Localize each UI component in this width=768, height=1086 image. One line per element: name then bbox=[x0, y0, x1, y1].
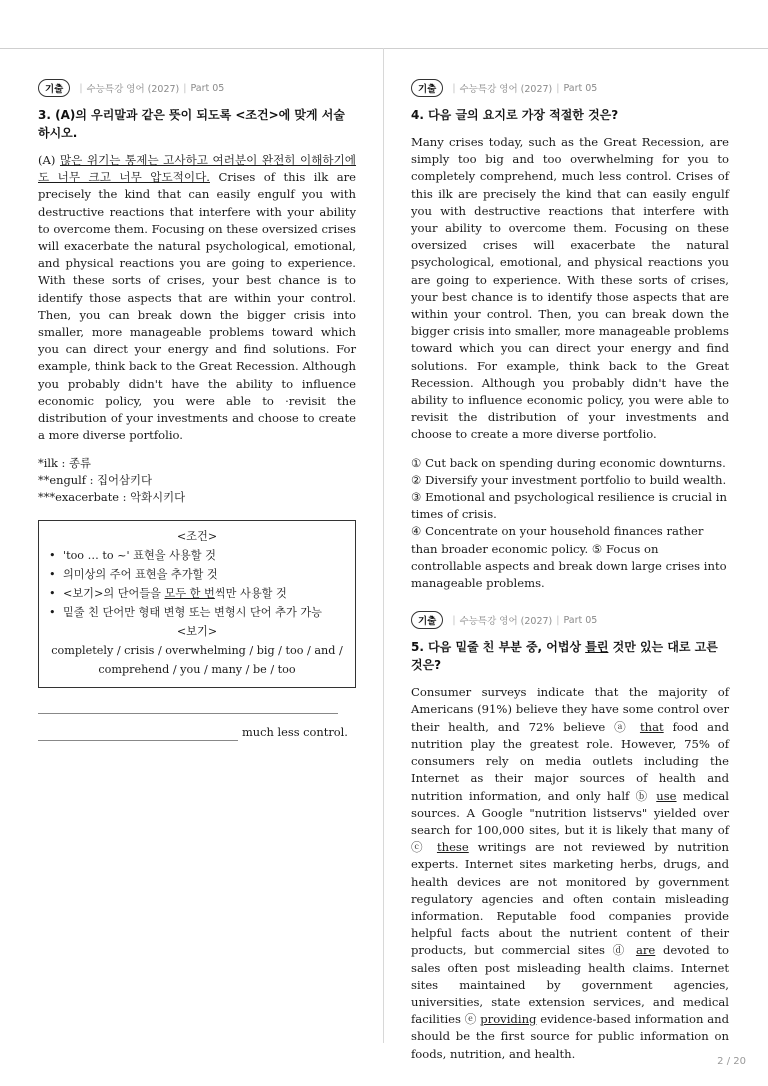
q3-passage-label: (A) bbox=[38, 153, 56, 167]
exam-badge: 기출 bbox=[411, 611, 443, 629]
option-item[interactable]: ① Cut back on spending during economic downturns. bbox=[411, 455, 726, 470]
q4-title: 4. 다음 글의 요지로 가장 적절한 것은? bbox=[411, 108, 619, 122]
wordbank-title: <보기> bbox=[176, 625, 218, 639]
q3-korean-underlined: 많은 위기는 통제는 고사하고 여러분이 완전히 이해하기에도 너무 크고 너무 압도적이다. bbox=[38, 153, 357, 185]
part-label: Part 05 bbox=[190, 82, 225, 94]
answer-tail: much less control. bbox=[242, 725, 348, 740]
q4-passage: Many crises today, such as the Great Recession, are simply too big and too overwhelming for you to completely comprehend, much less control. Crises of this ilk are precisely the kind that can easily engulf you with destructive reactions that interfere with your ability to overcome them. Focusing on these oversized crises will exacerbate the natural psychological, emotional, and physical reactions you are going to experience. With these sorts of crises, your best chance is to identify those aspects that are within your control. Then, you can break down the bigger crisis into smaller, more manageable problems toward which you can direct your energy and find solutions. For example, think back to the Great Recession. Although you probably didn't have the ability to influence economic policy, you were able to revisit the distribution of your investments and choose to create a more diverse portfolio. bbox=[411, 135, 729, 442]
underlined-a: that bbox=[639, 719, 664, 734]
right-column bbox=[411, 78, 729, 1063]
question-header: 기출 | 수능특강 영어 (2027) | Part 05 bbox=[411, 78, 729, 98]
question-header: 기출 | 수능특강 영어 (2027) | Part 05 bbox=[411, 610, 729, 630]
source-label: 수능특강 영어 (2027) bbox=[459, 616, 553, 628]
condition-item: • 의미상의 주어 표현을 추가할 것 bbox=[49, 565, 345, 584]
option-item[interactable]: ③ Emotional and psychological resilience is crucial in times of crisis. bbox=[411, 490, 727, 522]
question-header: 기출 | 수능특강 영어 (2027) | Part 05 bbox=[38, 78, 356, 98]
page-number: 2 / 20 bbox=[717, 1056, 746, 1067]
q3-footnotes bbox=[38, 455, 356, 506]
column-divider bbox=[383, 48, 384, 1043]
q4-options bbox=[411, 455, 729, 593]
left-column bbox=[38, 78, 356, 741]
q3-title: 3. (A)의 우리말과 같은 뜻이 되도록 <조건>에 맞게 서술하시오. bbox=[38, 108, 345, 140]
condition-item: • 밑줄 친 단어만 형태 변형 또는 변형시 단어 추가 가능 bbox=[49, 603, 345, 622]
underlined-c: these bbox=[436, 840, 469, 855]
exam-badge: 기출 bbox=[38, 79, 70, 97]
q3-passage bbox=[38, 152, 356, 444]
underlined-d: are bbox=[635, 943, 656, 958]
conditions-box bbox=[38, 520, 356, 688]
underlined-b: use bbox=[656, 788, 677, 803]
answer-line[interactable] bbox=[38, 728, 238, 741]
q5-passage: Consumer surveys indicate that the majority of Americans (91%) believe they have some control over their health, and 72% believe ⓐ that food and nutrition play the greatest role. However, 75% of consumers rely on media outlets including the Internet as their major sources of health and nutrition information, and only half ⓑ use medical sources. A Google "nutrition listservs" yielded over search for 100,000 sites, but it is likely that many of ⓒ these writings are not reviewed by nutrition experts. Internet sites marketing herbs, drugs, and health devices are not monitored by government regulatory agencies and often contain misleading information. Reputable food companies provide helpful facts about the nutrient content of their products, but commercial sites ⓓ are devoted to sales often post misleading health claims. Internet sites maintained by government agencies, universities, state extension services, and medical facilities ⓔ providing evidence-based information and should be the first source for public information on foods, nutrition, and health. bbox=[411, 685, 730, 1061]
footnote: **engulf : 집어삼키다 bbox=[38, 473, 153, 488]
footnote: ***exacerbate : 악화시키다 bbox=[38, 490, 186, 505]
source-label: 수능특강 영어 (2027) bbox=[86, 84, 180, 95]
condition-item: • <보기>의 단어들을 모두 한 번씩만 사용할 것 bbox=[49, 584, 345, 603]
footnote: *ilk : 종류 bbox=[38, 456, 91, 471]
answer-area bbox=[38, 712, 356, 741]
wordbank: completely / crisis / overwhelming / big / too / and / comprehend / you / many / be / too bbox=[51, 644, 343, 677]
source-label: 수능특강 영어 (2027) bbox=[459, 84, 553, 95]
answer-line[interactable] bbox=[38, 712, 338, 714]
condition-item: • 'too … to ~' 표현을 사용할 것 bbox=[49, 546, 345, 565]
top-rule bbox=[0, 48, 768, 49]
conditions-title: <조건> bbox=[176, 530, 218, 544]
option-item[interactable]: ④ Concentrate on your household finances rather than broader economic policy. ⑤ Focus on controllable aspects and break down large crises into manageable problems. bbox=[411, 524, 727, 591]
exam-badge: 기출 bbox=[411, 79, 443, 97]
q5-title: 5. 다음 밑줄 친 부분 중, 어법상 틀린 것만 있는 대로 고른 것은? bbox=[411, 640, 718, 673]
part-label: Part 05 bbox=[563, 614, 598, 626]
part-label: Part 05 bbox=[563, 82, 598, 94]
q3-passage-body: Crises of this ilk are precisely the kind that can easily engulf you with destructive reactions that interfere with your ability to overcome them. Focusing on these oversized crises will exacerbate the natural psychological, emotional, and physical reactions you are going to experience. With these sorts of crises, your best chance is to identify those aspects that are within your control. Then, you can break down the bigger crisis into smaller, more manageable problems toward which you can direct your energy and find solutions. For example, think back to the Great Recession. Although you probably didn't have the ability to influence economic policy, you were able to ·revisit the distribution of your investments and choose to create a more diverse portfolio. bbox=[38, 170, 357, 443]
underlined-e: providing bbox=[480, 1012, 537, 1027]
option-item[interactable]: ② Diversify your investment portfolio to build wealth. bbox=[411, 472, 727, 487]
conditions-list bbox=[49, 546, 345, 622]
